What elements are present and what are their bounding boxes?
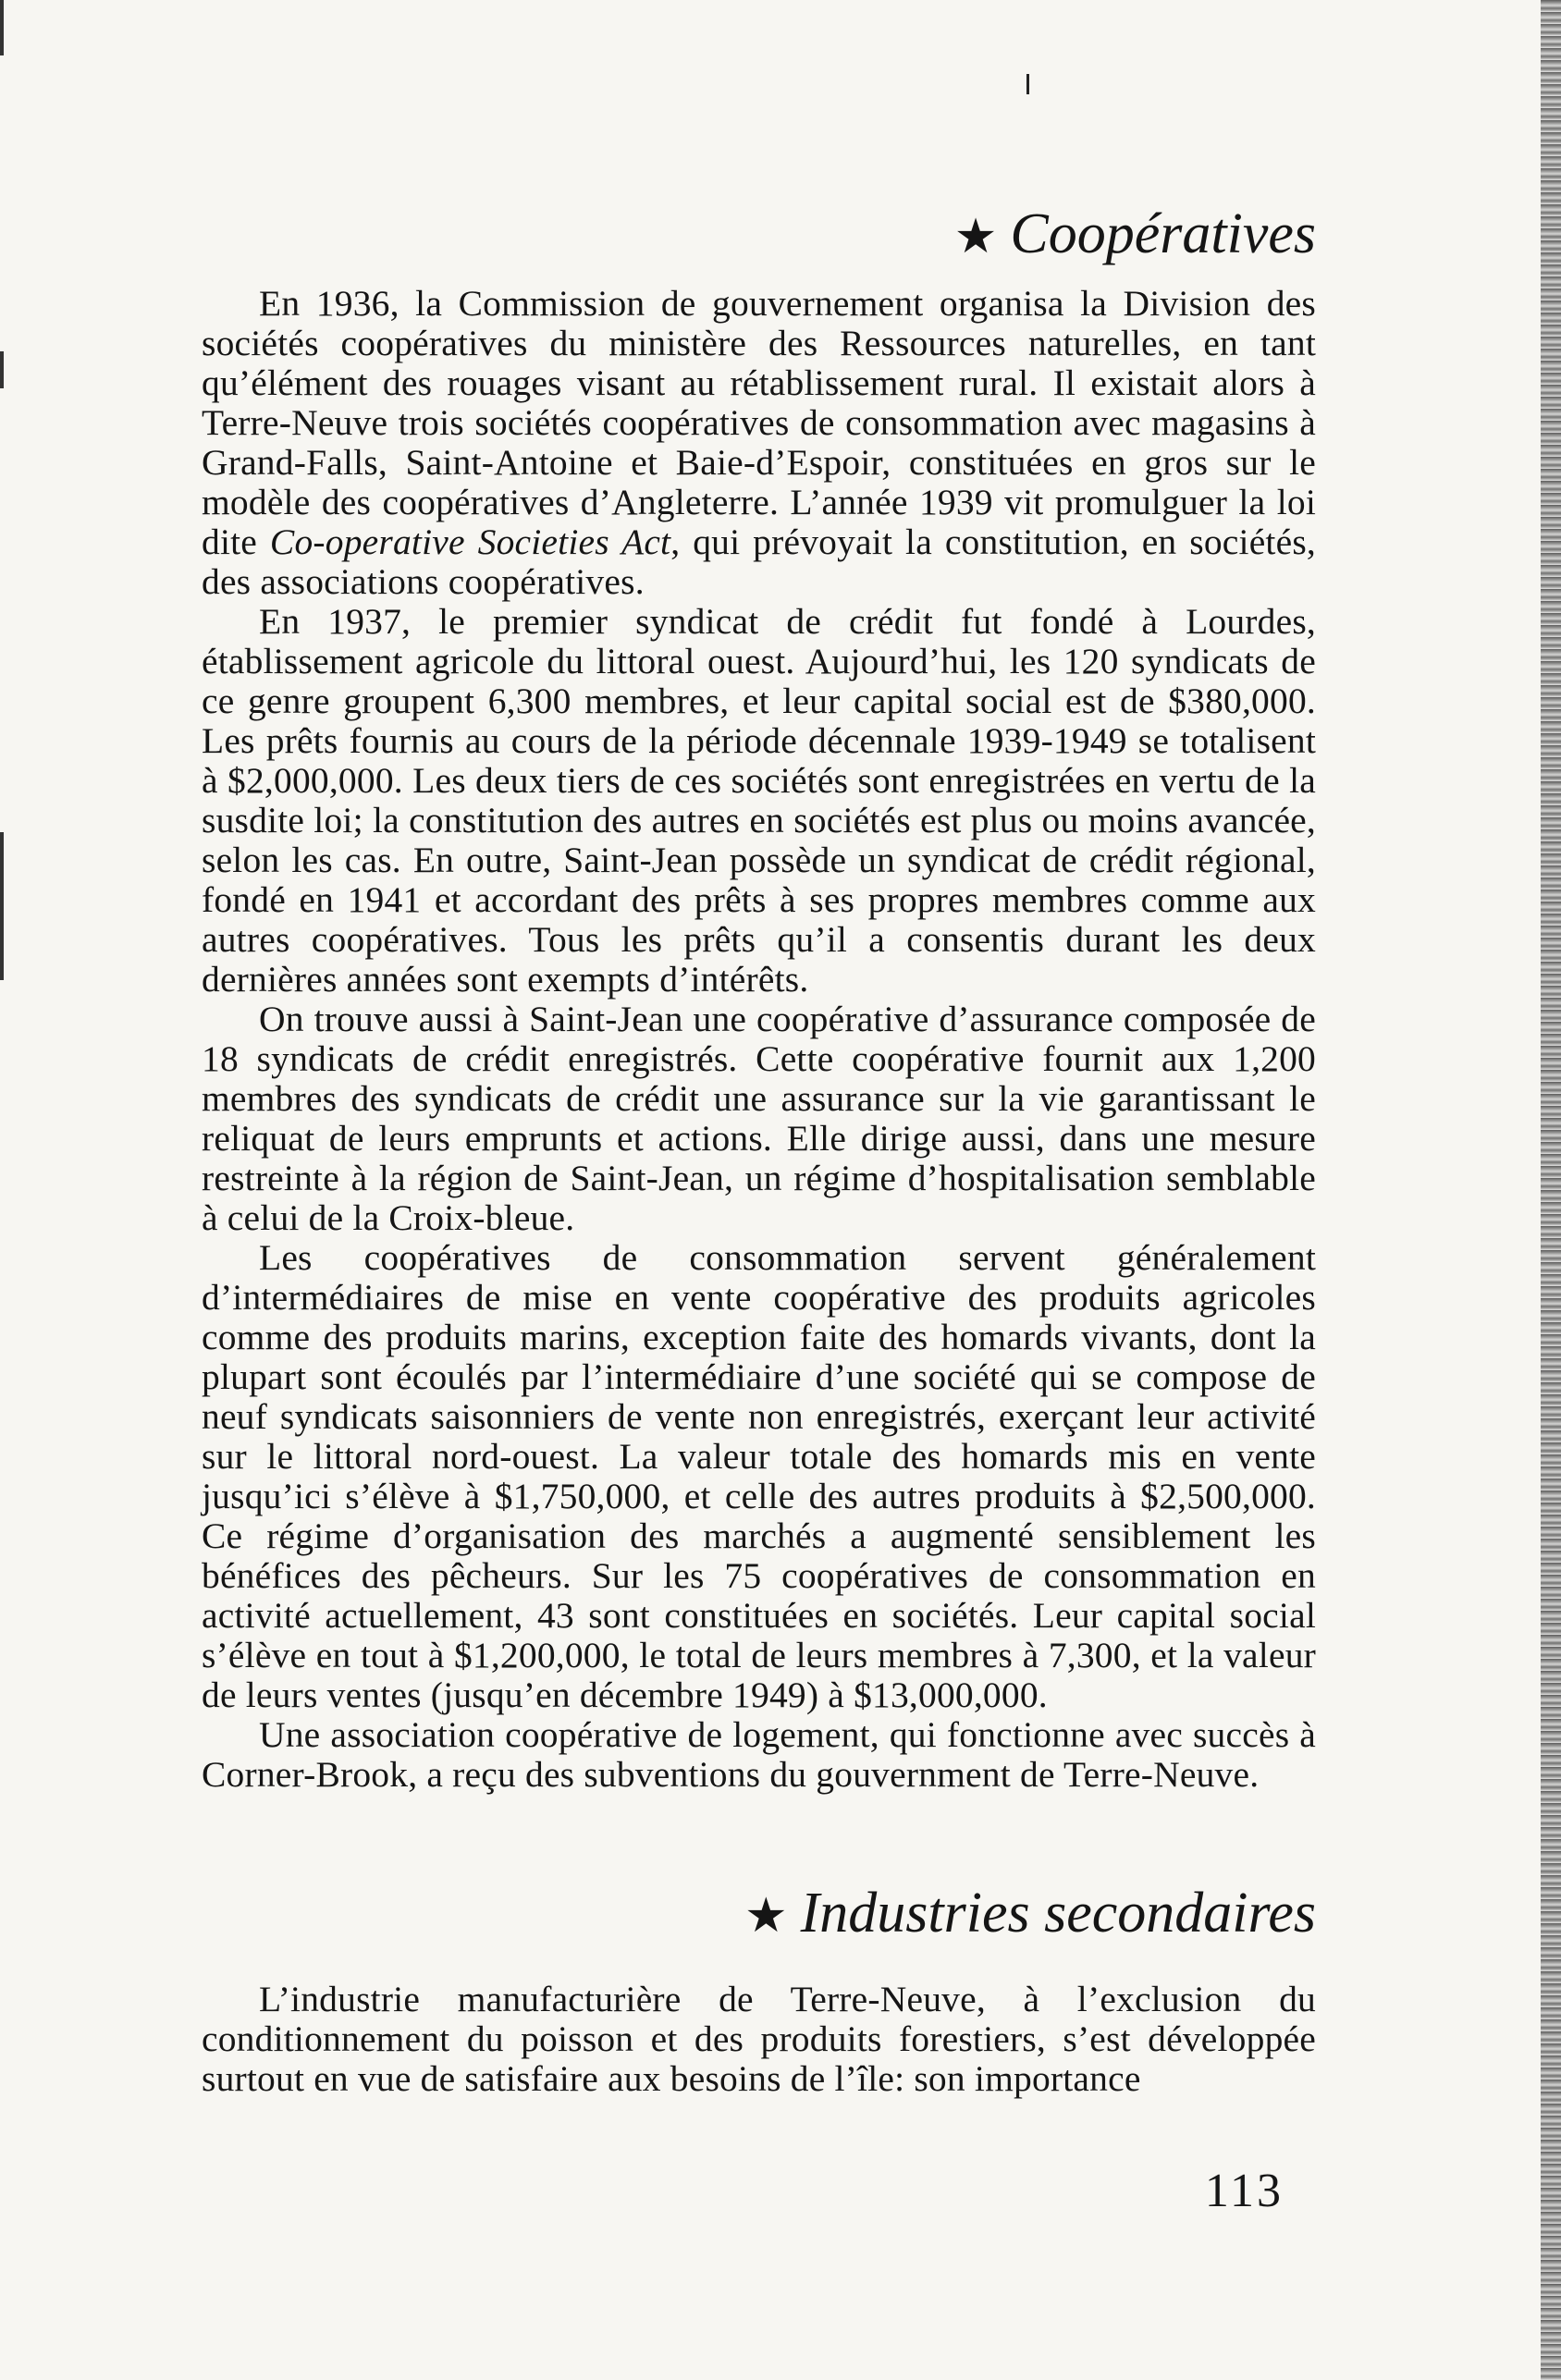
- left-edge-mark: [0, 0, 4, 55]
- page-edge-shadow: [1541, 0, 1561, 2380]
- page-content: [202, 199, 1316, 2099]
- left-edge-mark: [0, 832, 4, 980]
- left-edge-mark: [0, 351, 4, 388]
- heading-text: Coopératives: [1010, 202, 1316, 265]
- paragraph: L’industrie manufacturière de Terre-Neuve, à l’exclusion du conditionnement du poisson et des produits forestiers, s’est développée surtout en vue de satisfaire aux besoins de l’île: son importance: [202, 1979, 1316, 2099]
- cooperatives-section: [202, 199, 1316, 1795]
- paragraph: En 1937, le premier syndicat de crédit fut fondé à Lourdes, établissement agricole du littoral ouest. Aujourd’hui, les 120 syndicats de ce genre groupent 6,300 membres, et leur capital social est de $380,000. Les prêts fournis au cours de la période décennale 1939-1949 se totalisent à $2,000,000. Les deux tiers de ces sociétés sont enregistrées en vertu de la susdite loi; la constitution des autres en sociétés est plus ou moins avancée, selon les cas. En outre, Saint-Jean possède un syndicat de crédit régional, fondé en 1941 et accordant des prêts à ses propres membres comme aux autres coopératives. Tous les prêts qu’il a consentis durant les deux dernières années sont exempts d’intérêts.: [202, 601, 1316, 1000]
- secondary-industries-section: [202, 1878, 1316, 2099]
- section-heading-secondary: [202, 1878, 1316, 1952]
- section-heading-cooperatives: [202, 199, 1316, 273]
- star-icon: ★: [953, 211, 998, 264]
- act-title: Co-operative Societies Act: [269, 521, 671, 562]
- paragraph: On trouve aussi à Saint-Jean une coopérative d’assurance composée de 18 syndicats de crédit enregistrés. Cette coopérative fournit aux 1,200 membres des syndicats de crédit une assurance sur la vie garantissant le reliquat de leurs emprunts et actions. Elle dirige aussi, dans une mesure restreinte à la région de Saint-Jean, un régime d’hospitalisation semblable à celui de la Croix-bleue.: [202, 999, 1316, 1238]
- paragraph: Les coopératives de consommation servent généralement d’intermédiaires de mise en vente coopérative des produits agricoles comme des produits marins, exception faite des homards vivants, dont la plupart sont écoulés par l’intermédiaire d’une société qui se compose de neuf syndicats saisonniers de vente non enregistrés, exerçant leur activité sur le littoral nord-ouest. La valeur totale des homards mis en vente jusqu’ici s’élève à $1,750,000, et celle des autres produits à $2,500,000. Ce régime d’organisation des marchés a augmenté sensiblement les bénéfices des pêcheurs. Sur les 75 coopératives de consommation en activité actuellement, 43 sont constituées en sociétés. Leur capital social s’élève en tout à $1,200,000, le total de leurs membres à 7,300, et la valeur de leurs ventes (jusqu’en décembre 1949) à $13,000,000.: [202, 1237, 1316, 1715]
- top-tick-mark: [1026, 74, 1029, 94]
- star-icon: ★: [744, 1890, 788, 1943]
- page-number: 113: [1204, 2165, 1284, 2217]
- paragraph: En 1936, la Commission de gouvernement organisa la Division des sociétés coopératives du ministère des Ressources naturelles, en tant qu’élément des rouages visant au rétablissement rural. Il existait alors à Terre-Neuve trois sociétés coopératives de consommation avec magasins à Grand-Falls, Saint-Antoine et Baie-d’Espoir, constituées en gros sur le modèle des coopératives d’Angleterre. L’année 1939 vit promulguer la loi dite Co-operative Societies Act, qui prévoyait la constitution, en sociétés, des associations coopératives.: [202, 283, 1316, 602]
- heading-text: Industries secondaires: [800, 1882, 1316, 1944]
- paragraph: Une association coopérative de logement, qui fonctionne avec succès à Corner-Brook, a reçu des subventions du gouvernment de Terre-Neuve.: [202, 1714, 1316, 1795]
